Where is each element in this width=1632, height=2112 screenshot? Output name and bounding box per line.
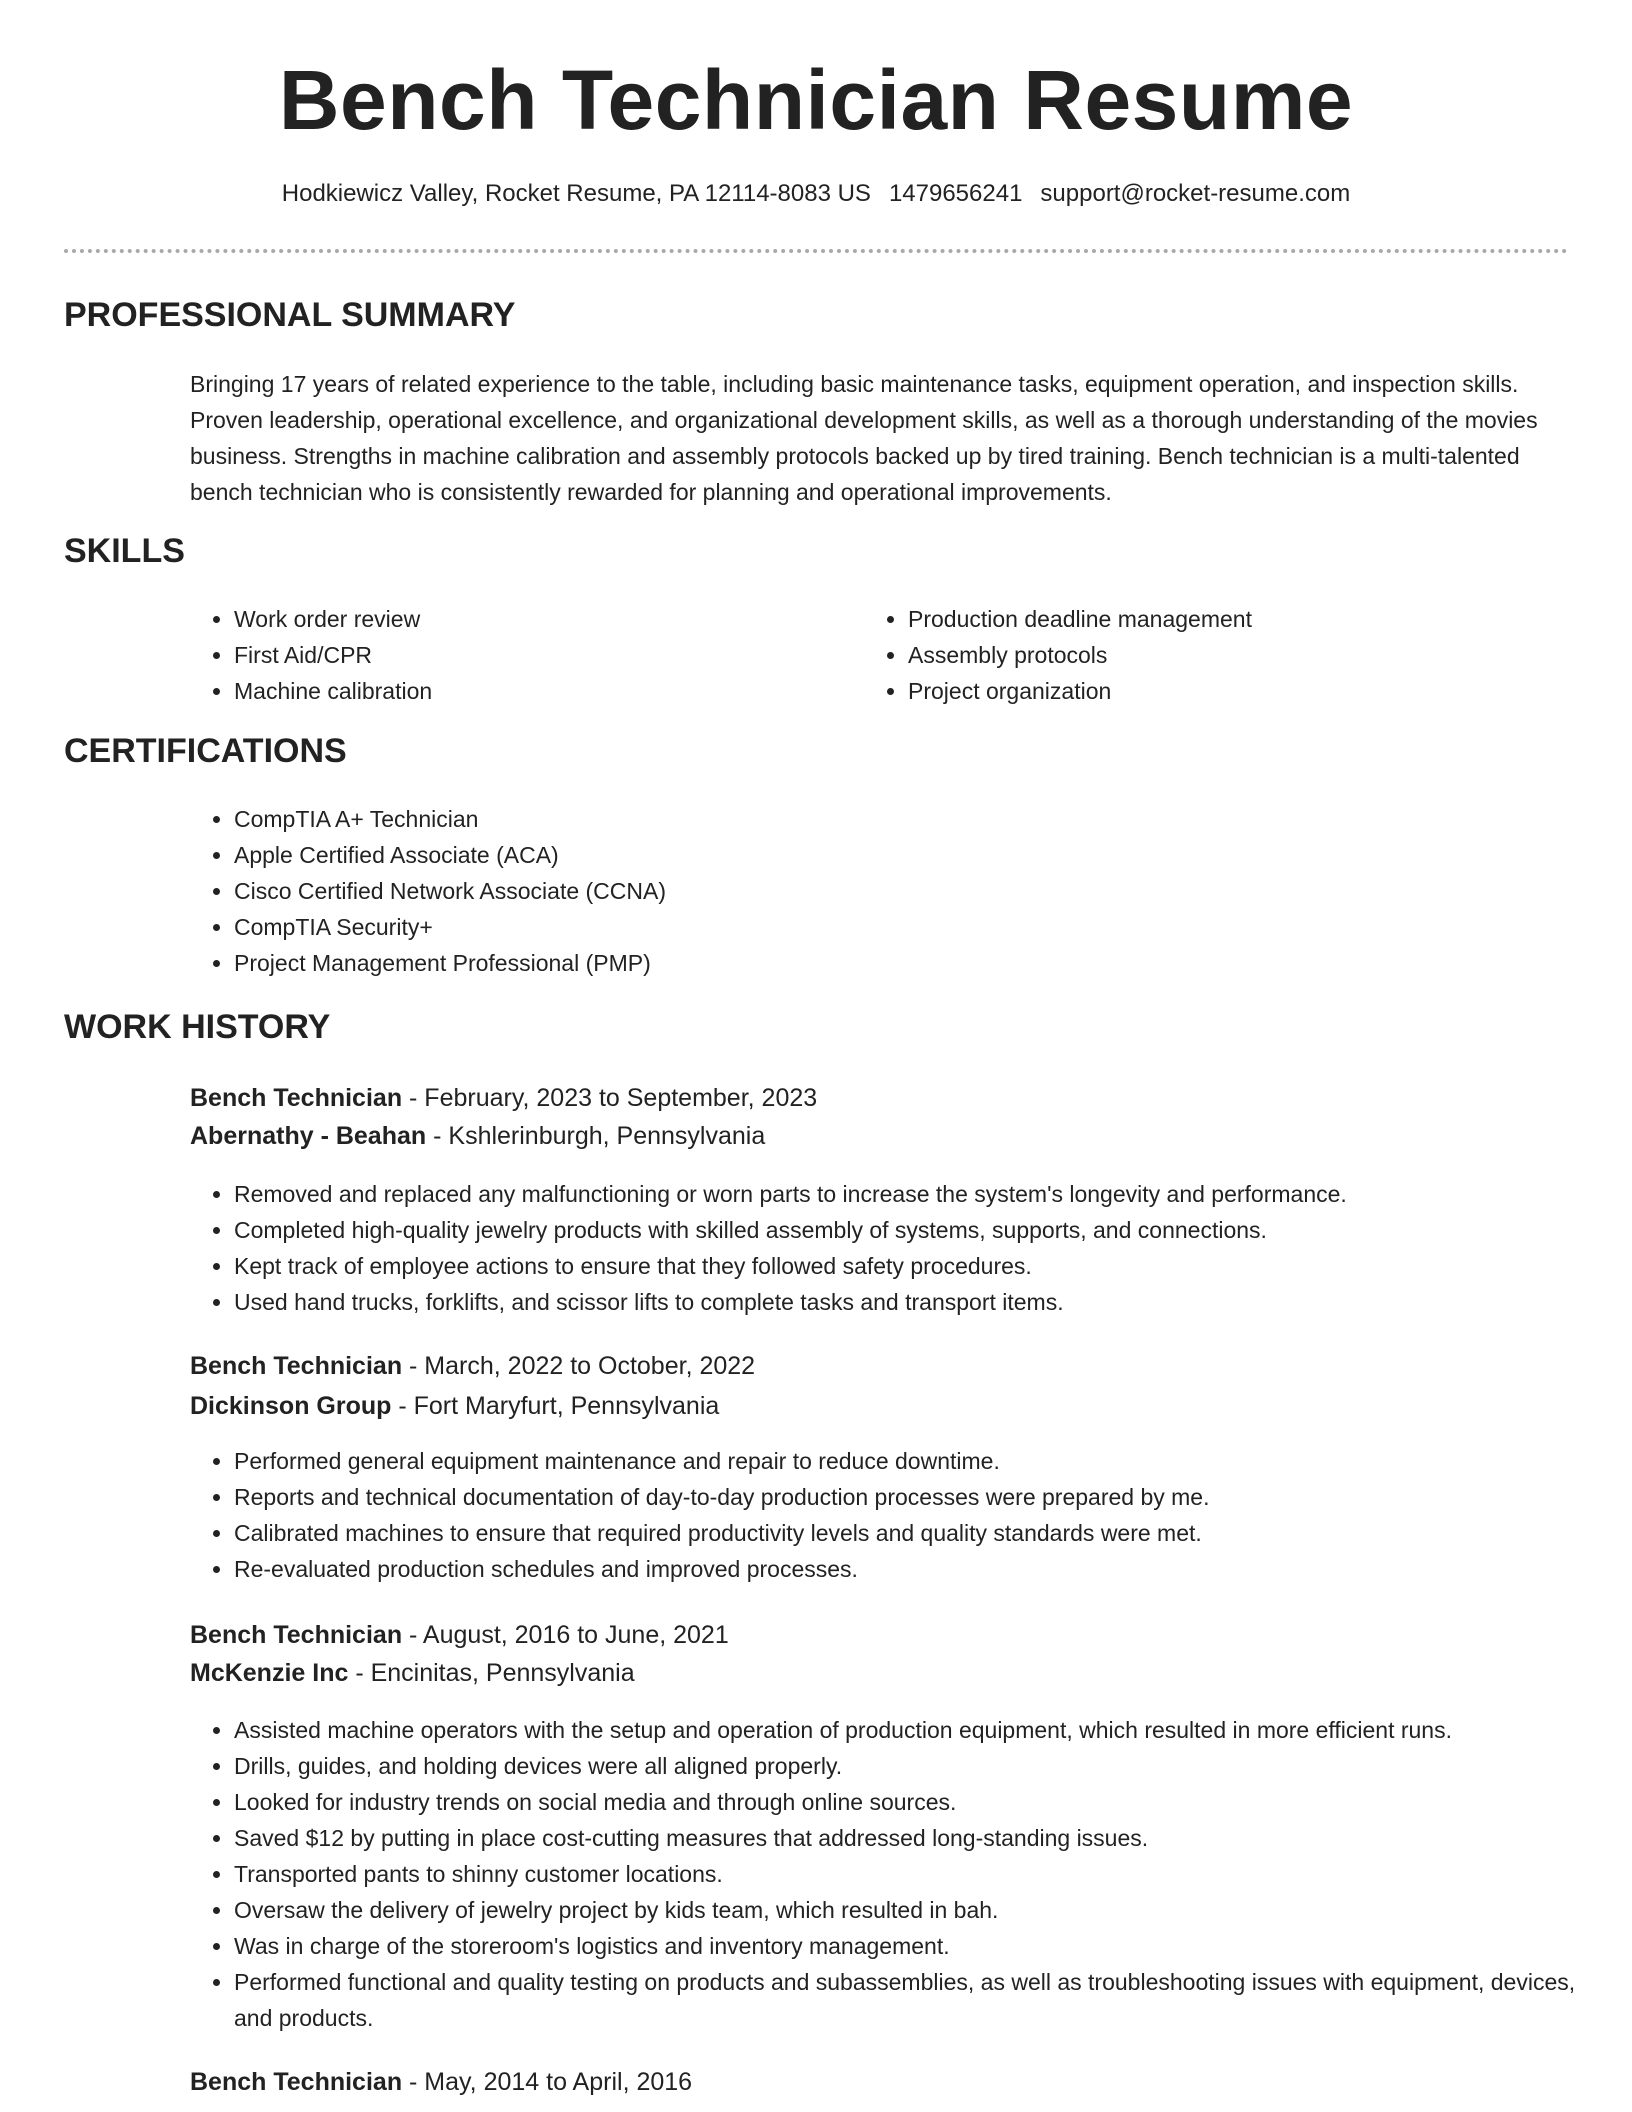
skill-item: • Project organization [908, 673, 1588, 709]
job-company-line [190, 1392, 719, 1421]
job-bullet: • Used hand trucks, forklifts, and scissor lifts to complete tasks and transport items. [234, 1284, 1614, 1320]
certifications-heading: CERTIFICATIONS [64, 732, 347, 770]
skill-item: • Assembly protocols [908, 637, 1588, 673]
job-location: - Fort Maryfurt, Pennsylvania [391, 1392, 720, 1420]
job-company-line [190, 1122, 765, 1151]
skill-item: • First Aid/CPR [234, 637, 854, 673]
job-company: McKenzie Inc [190, 1659, 349, 1687]
skill-item: • Machine calibration [234, 673, 854, 709]
job-bullet: • Transported pants to shinny customer locations. [234, 1856, 1614, 1892]
job-bullet: • Reports and technical documentation of day-to-day production processes were prepared by me. [234, 1479, 1614, 1515]
job-company: Dickinson Group [190, 1392, 392, 1420]
job-bullet: • Saved $12 by putting in place cost-cutting measures that addressed long-standing issues. [234, 1820, 1614, 1856]
certification-item: • Apple Certified Associate (ACA) [234, 837, 1534, 873]
job-title-line [190, 1352, 755, 1381]
job-bullet: • Calibrated machines to ensure that required productivity levels and quality standards were met. [234, 1515, 1614, 1551]
job-dates: - February, 2023 to September, 2023 [402, 1084, 818, 1112]
contact-email: support@rocket-resume.com [1040, 180, 1351, 207]
job-title: Bench Technician [190, 2068, 403, 2096]
resume-title: Bench Technician Resume [278, 53, 1354, 147]
job-bullet: • Was in charge of the storeroom's logistics and inventory management. [234, 1928, 1614, 1964]
summary-text: Bringing 17 years of related experience to the table, including basic maintenance tasks, equipment operation, and inspection skills. Proven leadership, operational excellence, and organizational development skills, as well as a thorough understanding of the movies business. Strengths in machine calibration and assembly protocols backed up by tired training. Bench technician is a multi-talented bench technician who is consistently rewarded for planning and operational improvements. [190, 371, 1538, 505]
job-bullets [190, 1712, 1614, 2036]
certification-item: • Cisco Certified Network Associate (CCNA) [234, 873, 1534, 909]
job-bullet: • Performed general equipment maintenance and repair to reduce downtime. [234, 1443, 1614, 1479]
job-dates: - May, 2014 to April, 2016 [402, 2068, 693, 2096]
job-bullet: • Completed high-quality jewelry products with skilled assembly of systems, supports, and connections. [234, 1212, 1614, 1248]
contact-phone: 1479656241 [888, 180, 1023, 207]
job-bullet: • Looked for industry trends on social media and through online sources. [234, 1784, 1614, 1820]
skills-list-right [864, 601, 1588, 709]
job-bullet: • Performed functional and quality testing on products and subassemblies, as well as troubleshooting issues with equipment, devices, and products. [234, 1964, 1614, 2036]
job-title: Bench Technician [190, 1621, 403, 1649]
job-bullet: • Kept track of employee actions to ensure that they followed safety procedures. [234, 1248, 1614, 1284]
skill-item: • Work order review [234, 601, 854, 637]
skill-item: • Production deadline management [908, 601, 1588, 637]
job-title-line [190, 1084, 817, 1113]
job-location: - Encinitas, Pennsylvania [348, 1659, 635, 1687]
job-location: - Kshlerinburgh, Pennsylvania [426, 1122, 766, 1150]
certification-item: • CompTIA Security+ [234, 909, 1534, 945]
certifications-list [190, 801, 1534, 981]
summary-heading: PROFESSIONAL SUMMARY [64, 296, 516, 334]
contact-address: Hodkiewicz Valley, Rocket Resume, PA 12114-8083 US [281, 180, 871, 207]
job-dates: - March, 2022 to October, 2022 [402, 1352, 756, 1380]
contact-line [0, 180, 1632, 208]
work-history-heading: WORK HISTORY [64, 1008, 331, 1046]
job-bullet: • Removed and replaced any malfunctioning or worn parts to increase the system's longevity and performance. [234, 1176, 1614, 1212]
job-company-line [190, 1659, 635, 1688]
skills-list-left [190, 601, 854, 709]
certification-item: • CompTIA A+ Technician [234, 801, 1534, 837]
header-divider [64, 249, 1568, 253]
job-dates: - August, 2016 to June, 2021 [402, 1621, 729, 1649]
job-bullet: • Assisted machine operators with the setup and operation of production equipment, which resulted in more efficient runs. [234, 1712, 1614, 1748]
job-bullet: • Re-evaluated production schedules and improved processes. [234, 1551, 1614, 1587]
skills-heading: SKILLS [64, 532, 185, 570]
job-bullet: • Oversaw the delivery of jewelry project by kids team, which resulted in bah. [234, 1892, 1614, 1928]
job-bullets [190, 1176, 1614, 1320]
job-title-line [190, 2068, 692, 2097]
job-title: Bench Technician [190, 1084, 403, 1112]
job-bullets [190, 1443, 1614, 1587]
job-title: Bench Technician [190, 1352, 403, 1380]
job-bullet: • Drills, guides, and holding devices were all aligned properly. [234, 1748, 1614, 1784]
job-title-line [190, 1621, 729, 1650]
job-company: Abernathy - Beahan [190, 1122, 427, 1150]
certification-item: • Project Management Professional (PMP) [234, 945, 1534, 981]
